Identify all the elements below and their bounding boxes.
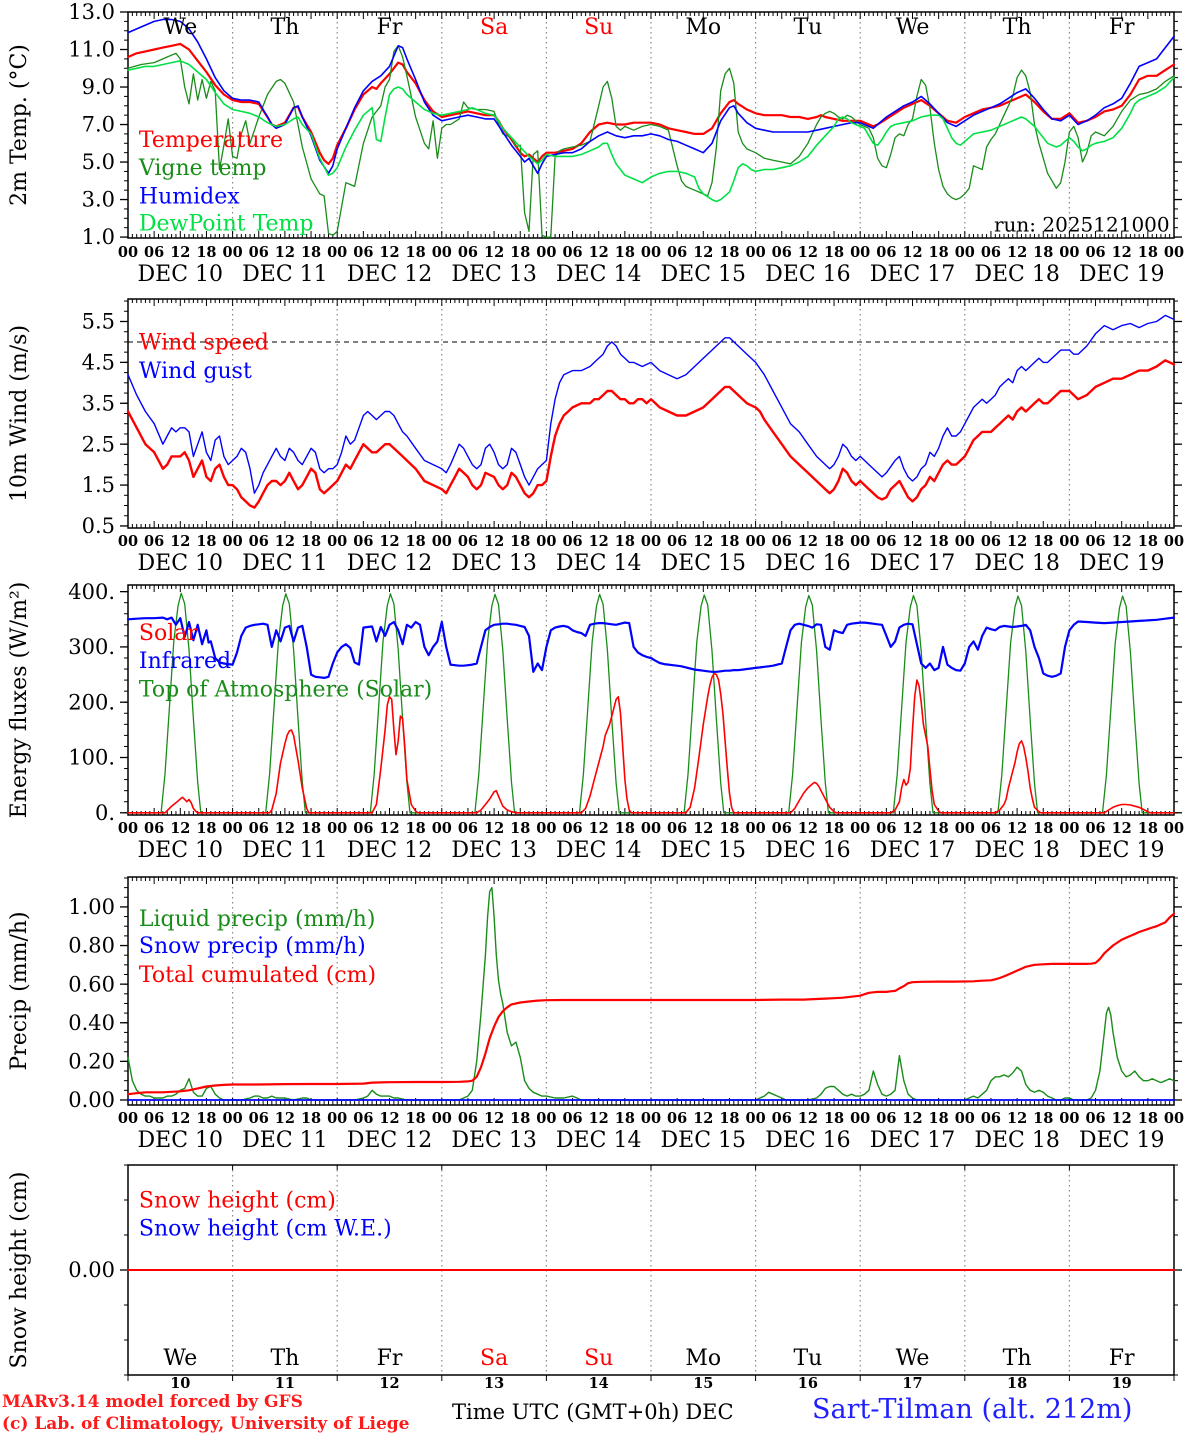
series-infrared: [128, 618, 1174, 678]
date-label: DEC 10: [137, 262, 224, 287]
hour-label: 12: [379, 244, 400, 261]
date-label: DEC 15: [660, 262, 747, 287]
hour-label: 06: [667, 533, 688, 550]
date-label: DEC 16: [765, 551, 851, 576]
legend-infrared: Infrared: [138, 649, 232, 675]
date-label: DEC 17: [869, 838, 956, 863]
hour-label: 12: [693, 533, 714, 550]
hour-label: 00: [745, 533, 766, 550]
y-tick-label: 13.0: [68, 0, 115, 25]
date-label: DEC 12: [346, 551, 433, 576]
y-tick-label: 0.: [94, 800, 115, 825]
day-name-label: Tu: [793, 1346, 823, 1371]
hour-label: 00: [954, 533, 975, 550]
hour-label: 06: [667, 244, 688, 261]
legend-vigne-temp: Vigne temp: [138, 156, 267, 182]
y-tick-label: 0.00: [68, 1088, 115, 1113]
footer: [0, 1392, 1194, 1440]
y-tick-label: 0.80: [68, 933, 115, 958]
hour-label: 18: [928, 244, 949, 261]
hour-label: 06: [562, 244, 583, 261]
legend-total-cumulated-cm-: Total cumulated (cm): [138, 962, 377, 988]
day-name-label: We: [163, 1346, 198, 1371]
hour-label: 00: [327, 533, 348, 550]
hour-label: 06: [144, 1110, 165, 1127]
y-tick-label: 0.60: [68, 972, 115, 997]
date-label: DEC 15: [660, 551, 747, 576]
series-wind-speed: [128, 360, 1174, 507]
date-label: DEC 10: [137, 551, 224, 576]
day-name-label: Fr: [1108, 15, 1135, 40]
hour-label: 00: [1059, 1110, 1080, 1127]
hour-label: 18: [614, 244, 635, 261]
hour-label: 12: [274, 820, 295, 837]
hour-label: 00: [1163, 533, 1185, 550]
date-label: DEC 17: [869, 1128, 956, 1153]
hour-label: 18: [719, 244, 740, 261]
date-label: DEC 18: [974, 551, 1060, 576]
hour-label: 18: [196, 533, 217, 550]
hour-label: 00: [431, 533, 452, 550]
hour-label: 06: [457, 1110, 479, 1127]
model-credit-line-1: MARv3.14 model forced by GFS: [2, 1392, 303, 1412]
day-name-label: Fr: [376, 1346, 403, 1371]
date-label: DEC 19: [1078, 262, 1165, 287]
hour-label: 00: [327, 820, 348, 837]
day-name-label: Th: [1002, 1346, 1032, 1371]
date-label: DEC 13: [451, 551, 537, 576]
day-number-label: 11: [274, 1375, 295, 1392]
hour-label: 00: [327, 1110, 348, 1127]
date-label: DEC 11: [242, 551, 328, 576]
hour-label: 00: [640, 1110, 662, 1127]
hour-label: 00: [640, 533, 662, 550]
date-label: DEC 12: [346, 1128, 433, 1153]
panel-snow-height: [0, 1160, 1194, 1392]
hour-label: 12: [902, 244, 923, 261]
time-utc-label: Time UTC (GMT+0h): [452, 1400, 680, 1424]
date-label: DEC 18: [974, 838, 1060, 863]
x-axis-title: [452, 1400, 734, 1424]
hour-label: 18: [928, 1110, 949, 1127]
hour-label: 18: [1137, 533, 1158, 550]
hour-label: 12: [902, 1110, 923, 1127]
hour-label: 12: [797, 820, 818, 837]
hour-label: 12: [484, 820, 505, 837]
hour-label: 06: [353, 533, 374, 550]
hour-label: 06: [980, 244, 1002, 261]
hour-label: 12: [588, 533, 609, 550]
hour-label: 06: [144, 533, 165, 550]
hour-label: 12: [379, 820, 400, 837]
hour-label: 18: [300, 533, 322, 550]
hour-label: 12: [170, 244, 191, 261]
hour-label: 12: [797, 533, 818, 550]
day-name-label: Sa: [480, 15, 509, 40]
hour-label: 06: [980, 820, 1002, 837]
y-axis-title: Snow height (cm): [7, 1171, 32, 1369]
legend-humidex: Humidex: [138, 184, 240, 210]
hour-label: 12: [379, 1110, 400, 1127]
hour-label: 18: [1137, 820, 1158, 837]
hour-label: 12: [1111, 1110, 1132, 1127]
hour-label: 18: [823, 533, 845, 550]
hour-label: 18: [719, 533, 740, 550]
date-label: DEC 13: [451, 838, 537, 863]
hour-label: 18: [300, 1110, 322, 1127]
hour-label: 18: [823, 820, 845, 837]
hour-label: 06: [144, 820, 165, 837]
date-label: DEC 13: [451, 262, 537, 287]
panel-precip: [0, 868, 1194, 1160]
hour-label: 06: [248, 244, 269, 261]
hour-label: 12: [693, 244, 714, 261]
hour-label: 18: [1033, 244, 1054, 261]
hour-label: 06: [771, 533, 792, 550]
hour-label: 12: [1007, 820, 1028, 837]
hour-label: 18: [1033, 533, 1054, 550]
hour-label: 18: [719, 1110, 740, 1127]
hour-label: 00: [1059, 820, 1080, 837]
hour-label: 00: [745, 820, 766, 837]
y-tick-label: 3.5: [81, 391, 115, 416]
hour-label: 12: [693, 1110, 714, 1127]
hour-label: 00: [745, 1110, 766, 1127]
date-label: DEC 13: [451, 1128, 537, 1153]
hour-label: 06: [1085, 244, 1106, 261]
day-name-label: Su: [584, 1346, 614, 1371]
day-number-label: 13: [484, 1375, 505, 1392]
hour-label: 00: [745, 244, 766, 261]
hour-label: 00: [431, 1110, 452, 1127]
hour-label: 06: [1085, 820, 1106, 837]
hour-label: 06: [980, 533, 1002, 550]
day-name-label: Th: [270, 1346, 300, 1371]
hour-label: 00: [850, 1110, 871, 1127]
hour-label: 00: [850, 533, 871, 550]
y-tick-label: 1.00: [68, 895, 115, 920]
hour-label: 06: [667, 820, 688, 837]
hour-label: 12: [588, 820, 609, 837]
hour-label: 00: [640, 244, 662, 261]
hour-label: 06: [562, 1110, 583, 1127]
day-name-label: Tu: [793, 15, 823, 40]
legend-snow-precip-mm-h-: Snow precip (mm/h): [138, 934, 366, 960]
date-label: DEC 11: [242, 1128, 328, 1153]
y-tick-label: 0.40: [68, 1010, 115, 1035]
hour-label: 06: [771, 820, 792, 837]
date-label: DEC 12: [346, 262, 433, 287]
hour-label: 00: [536, 1110, 557, 1127]
legend-snow-height-cm-w-e-: Snow height (cm W.E.): [138, 1216, 392, 1242]
hour-label: 12: [170, 1110, 191, 1127]
legend-solar: Solar: [138, 621, 198, 647]
hour-label: 06: [876, 244, 897, 261]
hour-label: 12: [902, 820, 923, 837]
model-credit-line-2: (c) Lab. of Climatology, University of Liege: [2, 1414, 410, 1434]
y-tick-label: 2.5: [81, 432, 115, 457]
hour-label: 00: [222, 244, 243, 261]
hour-label: 00: [1059, 244, 1080, 261]
y-axis-title: 10m Wind (m/s): [7, 324, 32, 503]
y-tick-label: 200.: [68, 690, 115, 715]
hour-label: 12: [170, 820, 191, 837]
date-label: DEC 14: [555, 1128, 642, 1153]
y-tick-label: 0.00: [68, 1258, 115, 1283]
hour-label: 18: [1033, 820, 1054, 837]
hour-label: 00: [117, 244, 139, 261]
day-name-label: Th: [270, 15, 300, 40]
day-name-label: Mo: [685, 1346, 722, 1371]
hour-label: 12: [588, 1110, 609, 1127]
hour-label: 18: [614, 533, 635, 550]
hour-label: 12: [797, 1110, 818, 1127]
panel-2m-temperature: [0, 0, 1194, 290]
hour-label: 06: [457, 244, 479, 261]
day-name-label: Mo: [685, 15, 722, 40]
hour-label: 06: [876, 533, 897, 550]
y-tick-label: 4.5: [81, 350, 115, 375]
y-axis-title: Precip (mm/h): [7, 911, 32, 1071]
hour-label: 18: [719, 820, 740, 837]
day-name-label: We: [163, 15, 198, 40]
hour-label: 06: [667, 1110, 688, 1127]
hour-label: 00: [1163, 244, 1185, 261]
hour-label: 12: [902, 533, 923, 550]
hour-label: 06: [1085, 1110, 1106, 1127]
date-label: DEC 19: [1078, 1128, 1165, 1153]
legend-top-of-atmosphere-solar-: Top of Atmosphere (Solar): [138, 677, 433, 703]
hour-label: 06: [876, 820, 897, 837]
date-label: DEC 16: [765, 262, 851, 287]
y-axis-title: Energy fluxes (W/m²): [7, 581, 32, 819]
y-tick-label: 11.0: [68, 37, 115, 62]
hour-label: 00: [850, 244, 871, 261]
hour-label: 12: [1007, 533, 1028, 550]
y-tick-label: 7.0: [81, 112, 115, 137]
date-label: DEC 17: [869, 262, 956, 287]
panel-energy-fluxes: [0, 580, 1194, 868]
hour-label: 18: [196, 1110, 217, 1127]
hour-label: 00: [117, 1110, 139, 1127]
hour-label: 12: [1111, 820, 1132, 837]
y-tick-label: 300.: [68, 635, 115, 660]
y-tick-label: 1.5: [81, 473, 115, 498]
day-name-label: Sa: [480, 1346, 509, 1371]
legend-wind-gust: Wind gust: [138, 359, 252, 385]
hour-label: 18: [823, 1110, 845, 1127]
hour-label: 18: [1137, 1110, 1158, 1127]
hour-label: 18: [510, 1110, 531, 1127]
y-tick-label: 5.5: [81, 309, 115, 334]
day-number-label: 17: [902, 1375, 923, 1392]
hour-label: 00: [640, 820, 662, 837]
hour-label: 00: [850, 820, 871, 837]
hour-label: 12: [588, 244, 609, 261]
hour-label: 00: [1059, 533, 1080, 550]
hour-label: 12: [484, 244, 505, 261]
day-number-label: 15: [693, 1375, 714, 1392]
station-label: Sart-Tilman (alt. 212m): [812, 1394, 1133, 1425]
day-name-label: Fr: [1108, 1346, 1135, 1371]
hour-label: 00: [222, 820, 243, 837]
hour-label: 00: [117, 820, 139, 837]
date-label: DEC 14: [555, 838, 642, 863]
date-label: DEC 15: [660, 1128, 747, 1153]
hour-label: 18: [405, 244, 426, 261]
date-label: DEC 11: [242, 838, 328, 863]
hour-label: 06: [562, 533, 583, 550]
hour-label: 00: [1163, 820, 1185, 837]
date-label: DEC 11: [242, 262, 328, 287]
panel-10m-wind: [0, 290, 1194, 580]
y-tick-label: 1.0: [81, 225, 115, 250]
hour-label: 18: [510, 820, 531, 837]
date-label: DEC 16: [765, 838, 851, 863]
hour-label: 18: [928, 533, 949, 550]
day-name-label: We: [895, 15, 930, 40]
hour-label: 00: [536, 533, 557, 550]
hour-label: 18: [614, 820, 635, 837]
hour-label: 18: [405, 533, 426, 550]
hour-label: 12: [170, 533, 191, 550]
hour-label: 00: [954, 244, 975, 261]
hour-label: 06: [980, 1110, 1002, 1127]
month-label: DEC: [685, 1400, 734, 1424]
day-name-label: Fr: [376, 15, 403, 40]
day-number-label: 18: [1007, 1375, 1028, 1392]
hour-label: 18: [405, 1110, 426, 1127]
hour-label: 00: [536, 244, 557, 261]
day-number-label: 10: [170, 1375, 191, 1392]
hour-label: 18: [196, 244, 217, 261]
hour-label: 18: [928, 820, 949, 837]
hour-label: 18: [510, 244, 531, 261]
hour-label: 12: [484, 1110, 505, 1127]
hour-label: 00: [536, 820, 557, 837]
hour-label: 00: [222, 1110, 243, 1127]
hour-label: 06: [457, 533, 479, 550]
hour-label: 18: [823, 244, 845, 261]
date-label: DEC 18: [974, 1128, 1060, 1153]
date-label: DEC 14: [555, 551, 642, 576]
hour-label: 12: [379, 533, 400, 550]
date-label: DEC 15: [660, 838, 747, 863]
hour-label: 06: [353, 1110, 374, 1127]
hour-label: 00: [1163, 1110, 1185, 1127]
hour-label: 06: [876, 1110, 897, 1127]
date-label: DEC 19: [1078, 551, 1165, 576]
hour-label: 18: [405, 820, 426, 837]
hour-label: 12: [693, 820, 714, 837]
day-number-label: 19: [1111, 1375, 1132, 1392]
hour-label: 18: [614, 1110, 635, 1127]
series-temperature: [128, 44, 1174, 164]
legend-temperature: Temperature: [138, 128, 284, 154]
y-tick-label: 400.: [68, 580, 115, 604]
date-label: DEC 10: [137, 838, 224, 863]
hour-label: 18: [1137, 244, 1158, 261]
y-tick-label: 5.0: [81, 150, 115, 175]
legend-wind-speed: Wind speed: [138, 330, 269, 356]
day-number-label: 16: [797, 1375, 818, 1392]
date-label: DEC 18: [974, 262, 1060, 287]
day-name-label: Su: [584, 15, 614, 40]
hour-label: 00: [117, 533, 139, 550]
hour-label: 12: [1007, 1110, 1028, 1127]
y-tick-label: 3.0: [81, 187, 115, 212]
hour-label: 00: [431, 820, 452, 837]
hour-label: 12: [274, 244, 295, 261]
hour-label: 06: [771, 1110, 792, 1127]
date-label: DEC 17: [869, 551, 956, 576]
y-tick-label: 0.5: [81, 514, 115, 539]
series-dewpoint-temp: [128, 61, 1174, 202]
day-name-label: Th: [1002, 15, 1032, 40]
hour-label: 18: [1033, 1110, 1054, 1127]
day-name-label: We: [895, 1346, 930, 1371]
hour-label: 06: [248, 533, 269, 550]
hour-label: 06: [1085, 533, 1106, 550]
hour-label: 06: [248, 820, 269, 837]
date-label: DEC 19: [1078, 838, 1165, 863]
hour-label: 06: [248, 1110, 269, 1127]
hour-label: 12: [484, 533, 505, 550]
run-label: run: 2025121000: [993, 212, 1170, 237]
hour-label: 06: [144, 244, 165, 261]
hour-label: 18: [510, 533, 531, 550]
hour-label: 12: [1111, 533, 1132, 550]
legend-dewpoint-temp: DewPoint Temp: [138, 211, 314, 237]
day-number-label: 14: [588, 1375, 609, 1392]
hour-label: 00: [954, 820, 975, 837]
hour-label: 18: [300, 244, 322, 261]
hour-label: 00: [327, 244, 348, 261]
date-label: DEC 14: [555, 262, 642, 287]
hour-label: 06: [771, 244, 792, 261]
date-label: DEC 12: [346, 838, 433, 863]
hour-label: 00: [222, 533, 243, 550]
hour-label: 12: [1007, 244, 1028, 261]
y-tick-label: 0.20: [68, 1049, 115, 1074]
hour-label: 18: [300, 820, 322, 837]
hour-label: 06: [562, 820, 583, 837]
hour-label: 00: [431, 244, 452, 261]
hour-label: 12: [797, 244, 818, 261]
legend-liquid-precip-mm-h-: Liquid precip (mm/h): [138, 906, 376, 932]
day-number-label: 12: [379, 1375, 400, 1392]
hour-label: 12: [274, 533, 295, 550]
hour-label: 06: [457, 820, 479, 837]
legend-snow-height-cm-: Snow height (cm): [138, 1188, 336, 1214]
hour-label: 12: [1111, 244, 1132, 261]
y-tick-label: 9.0: [81, 75, 115, 100]
hour-label: 00: [954, 1110, 975, 1127]
date-label: DEC 10: [137, 1128, 224, 1153]
hour-label: 06: [353, 244, 374, 261]
hour-label: 06: [353, 820, 374, 837]
hour-label: 12: [274, 1110, 295, 1127]
hour-label: 18: [196, 820, 217, 837]
date-label: DEC 16: [765, 1128, 851, 1153]
y-axis-title: 2m Temp. (°C): [7, 44, 32, 206]
y-tick-label: 100.: [68, 745, 115, 770]
